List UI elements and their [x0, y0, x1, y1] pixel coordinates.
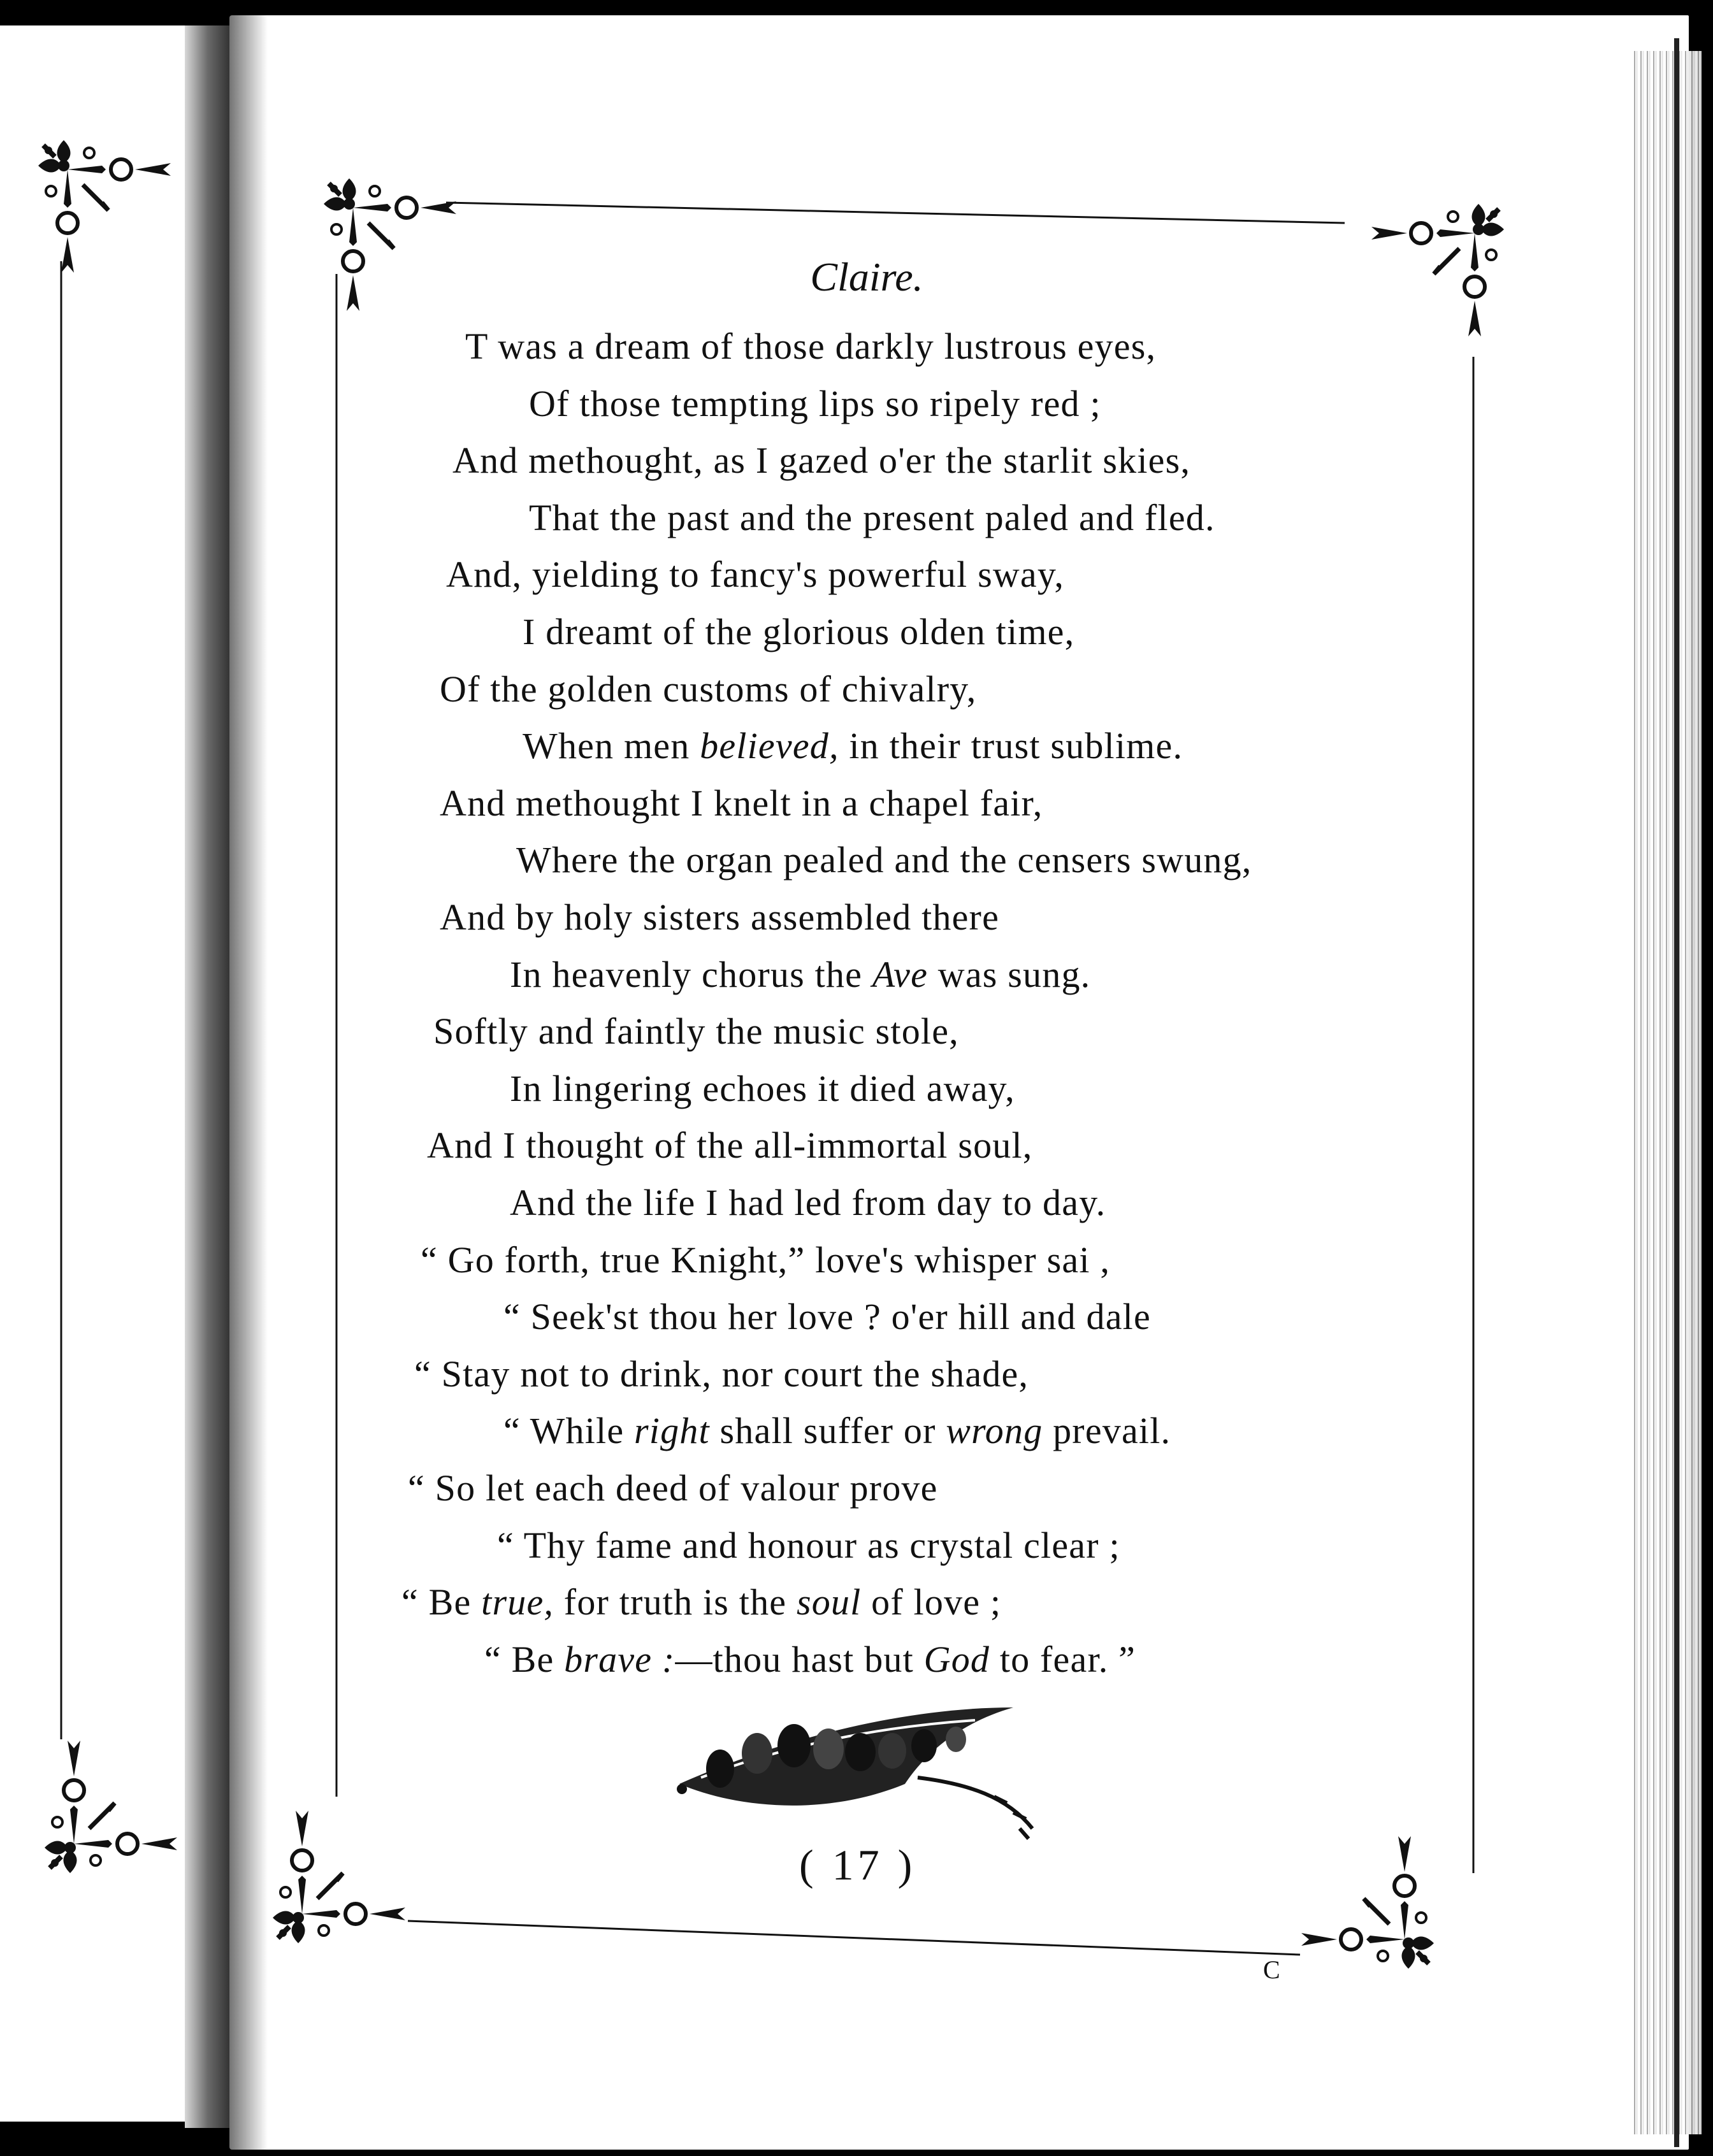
line-text: in their trust sublime. — [839, 725, 1183, 766]
line-text: Softly and faintly the music stole, — [433, 1010, 959, 1052]
line-text: “ Go forth, true Knight,” love's whisper sai , — [421, 1239, 1111, 1281]
line-text: “ Be — [484, 1639, 565, 1680]
line-text: “ So let each deed of valour prove — [408, 1467, 938, 1509]
italic-word: brave : — [564, 1639, 676, 1680]
left-page-ornament-top-icon — [38, 140, 171, 273]
line-text: And the life I had led from day to day. — [510, 1182, 1106, 1223]
poem-line — [414, 1353, 1029, 1395]
line-text: T was a dream of those darkly lustrous eyes, — [465, 326, 1157, 367]
poem-line — [497, 1524, 1120, 1567]
italic-word: soul — [796, 1581, 862, 1623]
left-page-ornament-bottom-icon — [45, 1741, 177, 1873]
line-text: Of the golden customs of chivalry, — [440, 668, 977, 710]
line-text: And, yielding to fancy's powerful sway, — [446, 554, 1065, 595]
line-text: Where the organ pealed and the censers swung, — [516, 839, 1252, 880]
poem-line — [516, 838, 1252, 881]
poem-line — [503, 1295, 1151, 1338]
italic-word: right — [634, 1410, 710, 1451]
line-text: prevail. — [1043, 1410, 1171, 1451]
line-text: “ Thy fame and honour as crystal clear ; — [497, 1525, 1120, 1566]
poem-title: Claire. — [810, 254, 923, 299]
line-text: In heavenly chorus the — [510, 954, 872, 995]
italic-word: wrong — [946, 1410, 1043, 1451]
poem-line — [503, 1409, 1171, 1452]
line-text: In lingering echoes it died away, — [510, 1068, 1015, 1109]
line-text: to fear. ” — [990, 1639, 1136, 1680]
poem-line — [465, 325, 1156, 368]
poem-line — [510, 1067, 1015, 1110]
line-text: When men — [523, 725, 700, 766]
poem-line — [529, 496, 1215, 539]
poem-line — [529, 382, 1101, 425]
line-text: “ While — [503, 1410, 635, 1451]
poem-line — [440, 668, 976, 710]
poem-line — [523, 610, 1074, 653]
line-text: “ Stay not to drink, nor court the shade, — [414, 1353, 1029, 1395]
poem-line — [440, 782, 1043, 824]
line-text: “ Seek'st thou her love ? o'er hill and dale — [503, 1296, 1151, 1337]
lily-of-the-valley-tailpiece-icon — [677, 1707, 1032, 1839]
line-text: of love ; — [861, 1581, 1002, 1623]
poem-line — [446, 553, 1064, 596]
line-text: “ Be — [401, 1581, 482, 1623]
line-text: I dreamt of the glorious olden time, — [523, 611, 1075, 652]
poem-line — [484, 1638, 1136, 1681]
corner-ornament-top-right-icon — [1371, 204, 1504, 336]
poem-line — [452, 439, 1190, 482]
corner-ornament-top-left-icon — [324, 178, 456, 311]
poem-line — [523, 724, 1183, 767]
italic-word: Ave — [872, 954, 929, 995]
line-text: And methought, as I gazed o'er the starlit skies, — [452, 440, 1191, 481]
line-text: Of those tempting lips so ripely red ; — [529, 383, 1101, 424]
line-text: was sung. — [928, 954, 1091, 995]
poem-line — [510, 1181, 1106, 1224]
line-text: —thou hast but — [675, 1639, 924, 1680]
poem-line — [427, 1124, 1033, 1167]
line-text: shall suffer or — [709, 1410, 946, 1451]
poem-line — [408, 1467, 938, 1509]
poem-line — [510, 953, 1090, 996]
page-number: ( 17 ) — [799, 1841, 916, 1889]
line-text: And methought I knelt in a chapel fair, — [440, 782, 1043, 824]
corner-ornament-bottom-left-icon — [273, 1811, 405, 1943]
signature-mark: C — [1263, 1955, 1280, 1984]
line-text: And by holy sisters assembled there — [440, 896, 1000, 938]
line-text: That the past and the present paled and fled. — [529, 497, 1215, 538]
line-text: for truth is the — [554, 1581, 797, 1623]
line-text: And I thought of the all-immortal soul, — [427, 1125, 1033, 1166]
italic-word: believed, — [700, 725, 839, 766]
poem-line — [421, 1239, 1110, 1281]
corner-ornament-bottom-right-icon — [1301, 1836, 1434, 1969]
italic-word: God — [923, 1639, 990, 1680]
italic-word: true, — [481, 1581, 554, 1623]
poem-line — [401, 1581, 1001, 1623]
poem-line — [433, 1010, 959, 1053]
poem-line — [440, 896, 999, 938]
